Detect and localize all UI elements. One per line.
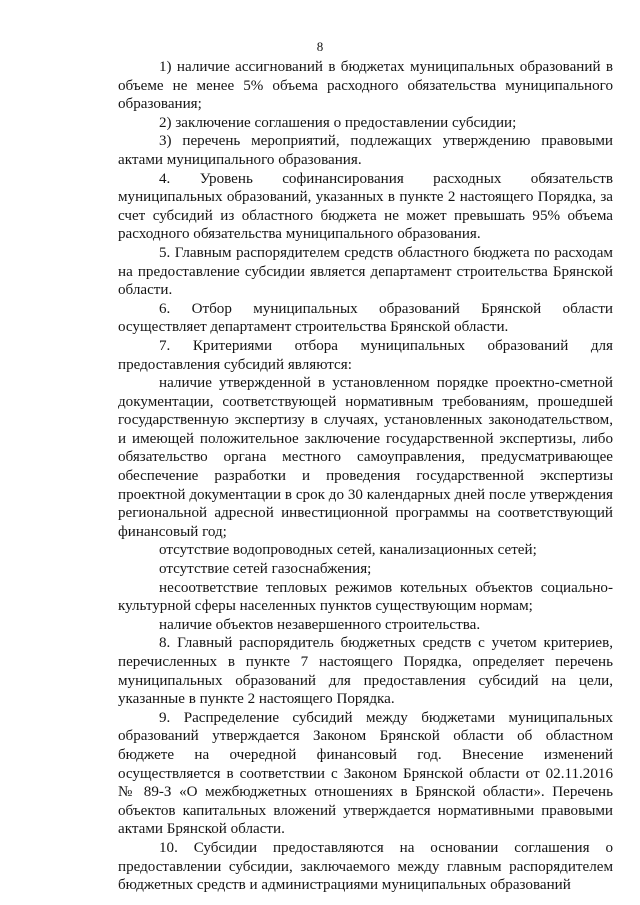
paragraph-criterion-documentation: наличие утвержденной в установленном порядке проектно-сметной документации, соответствующей нормативным требованиям, прошедшей государственную экспертизу в случаях, установленных законодательством, и имеющей положительное заключение государственной экспертизы, либо обязательство органа местного самоуправления, предусматривающее обеспечение разработки и проведения государственной экспертизы проектной документации в срок до 30 календарных дней после утверждения региональной адресной инвестиционной программы на соответствующий финансовый год; [118,375,613,540]
paragraph-item-8: 8. Главный распорядитель бюджетных средств с учетом критериев, перечисленных в пункте 7 настоящего Порядка, определяет перечень муниципальных образований для предоставления субсидий на цели, указанные в пункте 2 настоящего Порядка. [118,635,613,708]
paragraph-criterion-construction: наличие объектов незавершенного строительства. [159,616,481,633]
document-body [118,58,613,895]
paragraph-item-10: 10. Субсидии предоставляются на основании соглашения о предоставлении субсидии, заключаемого между главным распорядителем бюджетных средств и администрациями муниципальных образований [118,839,613,894]
paragraph-condition-1: 1) наличие ассигнований в бюджетах муниципальных образований в объеме не менее 5% объема расходного обязательства муниципального образования; [118,59,613,113]
paragraph-item-7: 7. Критериями отбора муниципальных образований для предоставления субсидий являются: [118,337,613,373]
paragraph-item-6: 6. Отбор муниципальных образований Брянской области осуществляет департамент строительства Брянской области. [118,300,613,336]
paragraph-item-5: 5. Главным распорядителем средств областного бюджета по расходам на предоставление субсидии является департамент строительства Брянской области. [118,244,613,299]
paragraph-criterion-gas: отсутствие сетей газоснабжения; [159,561,372,578]
paragraph-item-9: 9. Распределение субсидий между бюджетами муниципальных образований утверждается Законом Брянской области об областном бюджете на очередной финансовый год. Внесение изменений осуществляется в соответствии с Законом Брянской области от 02.11.2016 № 89-З «О межбюджетных отношениях в Брянской области». Перечень объектов капитальных вложений утверждается нормативными правовыми актами Брянской области. [118,709,613,838]
paragraph-criterion-water: отсутствие водопроводных сетей, канализационных сетей; [159,542,537,559]
paragraph-criterion-heating: несоответствие тепловых режимов котельных объектов социально-культурной сферы населенных пунктов существующим нормам; [118,579,613,615]
paragraph-item-4: 4. Уровень софинансирования расходных обязательств муниципальных образований, указанных в пункте 2 настоящего Порядка, за счет субсидий из областного бюджета не может превышать 95% объема расходного обязательства муниципального образования. [118,170,613,243]
paragraph-condition-2: 2) заключение соглашения о предоставлении субсидии; [159,114,517,131]
page-number: 8 [316,39,324,54]
paragraph-condition-3: 3) перечень мероприятий, подлежащих утверждению правовыми актами муниципального образования. [118,133,613,168]
